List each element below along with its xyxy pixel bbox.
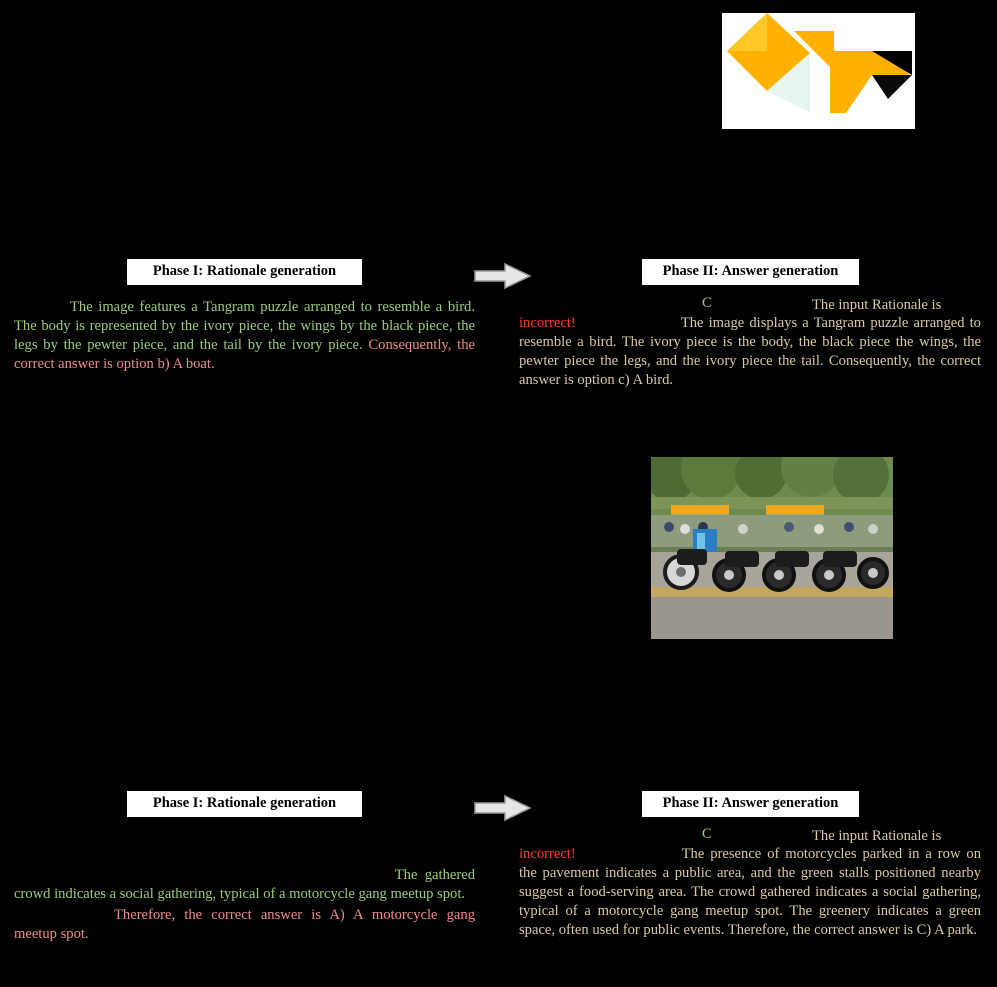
- answer-text-example-2: [519, 825, 981, 940]
- rationale-text-example-2: [14, 866, 475, 944]
- rationale-green-text: The image features a Tangram puzzle arranged to resemble a bird. The body is represented by the ivory piece, the wings by the black piece, the legs by the pewter piece, and the tail by the ivory piece.: [14, 299, 475, 353]
- phase-2-header-example-2: Phase II: Answer generation: [641, 790, 860, 818]
- answer-body-text: The presence of motorcycles parked in a row on the pavement indicates a public area, and the green stalls positioned nearby suggest a food-serving area. The crowd gathered indicates a social gathering, typical of a motorcycle gang meetup spot. The greenery indicates a green space, often used for public events. Therefore, the correct answer is C) A park.: [519, 846, 981, 938]
- tangram-svg: [722, 13, 915, 129]
- answer-option-letter: C: [702, 295, 712, 311]
- rationale-text-example-1: [14, 298, 475, 374]
- arrow-icon-example-1: [473, 262, 533, 290]
- motorcycles-photo: [651, 457, 893, 639]
- phase-1-header-example-2: Phase I: Rationale generation: [126, 790, 363, 818]
- phase-2-header-example-1: Phase II: Answer generation: [641, 258, 860, 286]
- answer-verdict: incorrect!: [519, 846, 576, 862]
- rationale-green-lead: The gathered: [394, 867, 475, 883]
- rationale-green-text: crowd indicates a social gathering, typical of a motorcycle gang meetup spot.: [14, 885, 466, 902]
- answer-judgement-label: The input Rationale is: [812, 828, 942, 844]
- answer-text-example-1: [519, 294, 981, 390]
- tangram-bird-image: [722, 13, 915, 129]
- answer-verdict: incorrect!: [519, 315, 576, 331]
- arrow-icon-example-2: [473, 794, 533, 822]
- answer-option-letter: C: [702, 826, 712, 842]
- rationale-pink-text: Therefore, the correct answer is A) A motorcycle gang meetup spot.: [14, 906, 475, 942]
- rationale-pink-text: Consequently, the correct answer is option b) A boat.: [14, 336, 475, 372]
- answer-body-text: The image displays a Tangram puzzle arranged to resemble a bird. The ivory piece is the body, the black piece the wings, the pewter piece the legs, and the ivory piece the tail. Consequently, the correct answer is option c) A bird.: [519, 315, 981, 388]
- phase-1-header-example-1: Phase I: Rationale generation: [126, 258, 363, 286]
- answer-judgement-label: The input Rationale is: [812, 297, 942, 313]
- motorcycles-photo-svg: [651, 457, 893, 639]
